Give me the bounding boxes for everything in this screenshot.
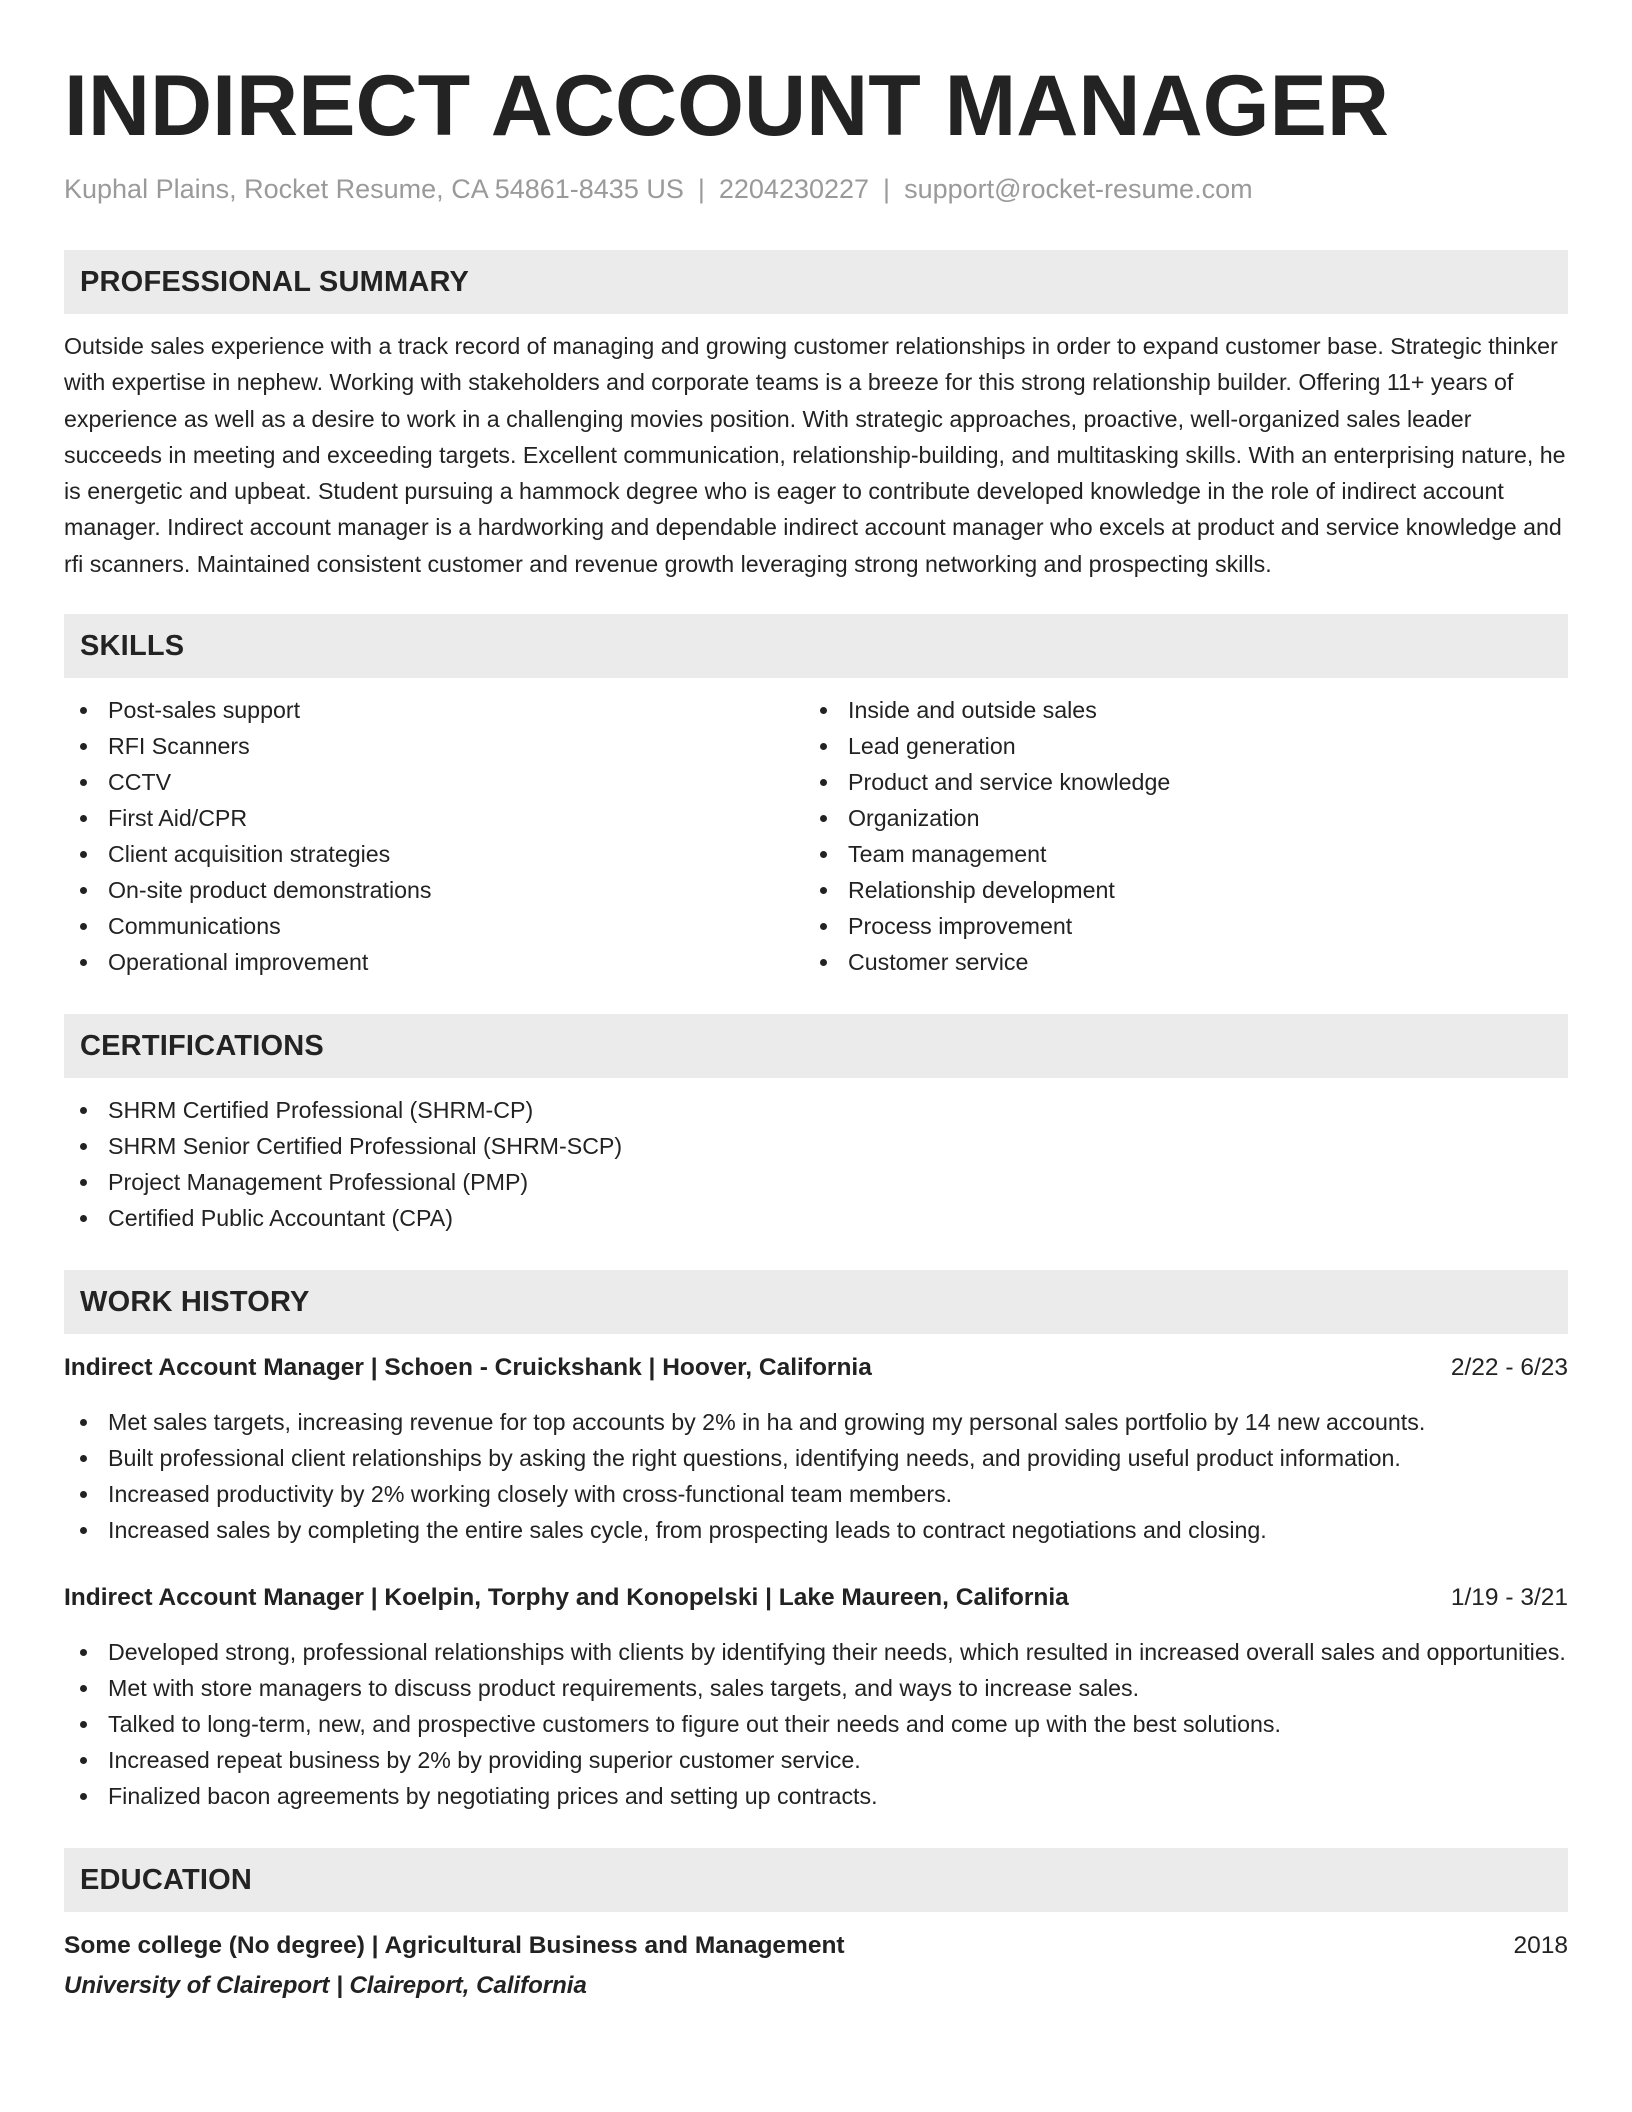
certification-item: SHRM Certified Professional (SHRM-CP): [64, 1092, 1568, 1128]
job-dates: 2/22 - 6/23: [1450, 1354, 1568, 1382]
skill-item: RFI Scanners: [64, 728, 804, 764]
job-bullet: Increased productivity by 2% working closely with cross-functional team members.: [64, 1476, 1568, 1512]
skill-item: Relationship development: [804, 872, 1544, 908]
job-bullet: Developed strong, professional relationships with clients by identifying their needs, which resulted in increased overall sales and opportunities.: [64, 1634, 1568, 1670]
education-degree: Some college (No degree) | Agricultural Business and Management: [64, 1932, 845, 1960]
job-bullets: [64, 1634, 1568, 1814]
job-bullet: Talked to long-term, new, and prospective customers to figure out their needs and come up with the best solutions.: [64, 1706, 1568, 1742]
skill-item: Communications: [64, 908, 804, 944]
contact-address: Kuphal Plains, Rocket Resume, CA 54861-8435 US: [64, 174, 684, 204]
section-header-education: EDUCATION: [64, 1848, 1568, 1912]
resume-title: INDIRECT ACCOUNT MANAGER: [64, 58, 1389, 154]
job-bullet: Met with store managers to discuss product requirements, sales targets, and ways to increase sales.: [64, 1670, 1568, 1706]
job-title: Indirect Account Manager | Koelpin, Torphy and Konopelski | Lake Maureen, California: [64, 1584, 1069, 1612]
skill-item: On-site product demonstrations: [64, 872, 804, 908]
job-dates: 1/19 - 3/21: [1450, 1584, 1568, 1612]
skill-item: Organization: [804, 800, 1544, 836]
job-title: Indirect Account Manager | Schoen - Cruickshank | Hoover, California: [64, 1354, 872, 1382]
skill-item: Product and service knowledge: [804, 764, 1544, 800]
job-header: [64, 1350, 1568, 1386]
job-bullet: Finalized bacon agreements by negotiating prices and setting up contracts.: [64, 1778, 1568, 1814]
skills-list: [64, 692, 1568, 980]
contact-email: support@rocket-resume.com: [904, 174, 1253, 204]
skill-item: Process improvement: [804, 908, 1544, 944]
job-bullets: [64, 1404, 1568, 1548]
skill-item: Inside and outside sales: [804, 692, 1544, 728]
certification-item: Certified Public Accountant (CPA): [64, 1200, 1568, 1236]
certification-item: SHRM Senior Certified Professional (SHRM-SCP): [64, 1128, 1568, 1164]
job-bullet: Built professional client relationships by asking the right questions, identifying needs, and providing useful product information.: [64, 1440, 1568, 1476]
education-year: 2018: [1513, 1932, 1568, 1960]
contact-line: [64, 170, 1568, 208]
job-bullet: Met sales targets, increasing revenue for top accounts by 2% in ha and growing my personal sales portfolio by 14 new accounts.: [64, 1404, 1568, 1440]
skill-item: Operational improvement: [64, 944, 804, 980]
section-header-certifications: CERTIFICATIONS: [64, 1014, 1568, 1078]
skill-item: First Aid/CPR: [64, 800, 804, 836]
education-header: [64, 1928, 1568, 1964]
contact-separator: |: [883, 174, 891, 204]
skill-item: CCTV: [64, 764, 804, 800]
skill-item: Post-sales support: [64, 692, 804, 728]
job-header: [64, 1580, 1568, 1616]
section-header-summary: PROFESSIONAL SUMMARY: [64, 250, 1568, 314]
skill-item: Client acquisition strategies: [64, 836, 804, 872]
education-school: University of Claireport | Claireport, California: [64, 1972, 587, 2000]
certification-item: Project Management Professional (PMP): [64, 1164, 1568, 1200]
job-entry: [64, 1350, 1568, 1548]
contact-phone: 2204230227: [718, 174, 870, 204]
job-bullet: Increased repeat business by 2% by providing superior customer service.: [64, 1742, 1568, 1778]
job-bullet: Increased sales by completing the entire sales cycle, from prospecting leads to contract negotiations and closing.: [64, 1512, 1568, 1548]
skills-column-right: [804, 692, 1544, 980]
skill-item: Lead generation: [804, 728, 1544, 764]
job-entry: [64, 1580, 1568, 1814]
skill-item: Customer service: [804, 944, 1544, 980]
skills-column-left: [64, 692, 804, 980]
certifications-list: [64, 1092, 1568, 1236]
summary-text: Outside sales experience with a track record of managing and growing customer relationships in order to expand customer base. Strategic thinker with expertise in nephew. Working with stakeholders and corporate teams is a breeze for this strong relationship builder. Offering 11+ years of experience as well as a desire to work in a challenging movies position. With strategic approaches, proactive, well-organized sales leader succeeds in meeting and exceeding targets. Excellent communication, relationship-building, and multitasking skills. With an enterprising nature, he is energetic and upbeat. Student pursuing a hammock degree who is eager to contribute developed knowledge in the role of indirect account manager. Indirect account manager is a hardworking and dependable indirect account manager who excels at product and service knowledge and rfi scanners. Maintained consistent customer and revenue growth leveraging strong networking and prospecting skills.: [64, 333, 1566, 577]
contact-separator: |: [697, 174, 705, 204]
section-header-work-history: WORK HISTORY: [64, 1270, 1568, 1334]
skill-item: Team management: [804, 836, 1544, 872]
section-header-skills: SKILLS: [64, 614, 1568, 678]
